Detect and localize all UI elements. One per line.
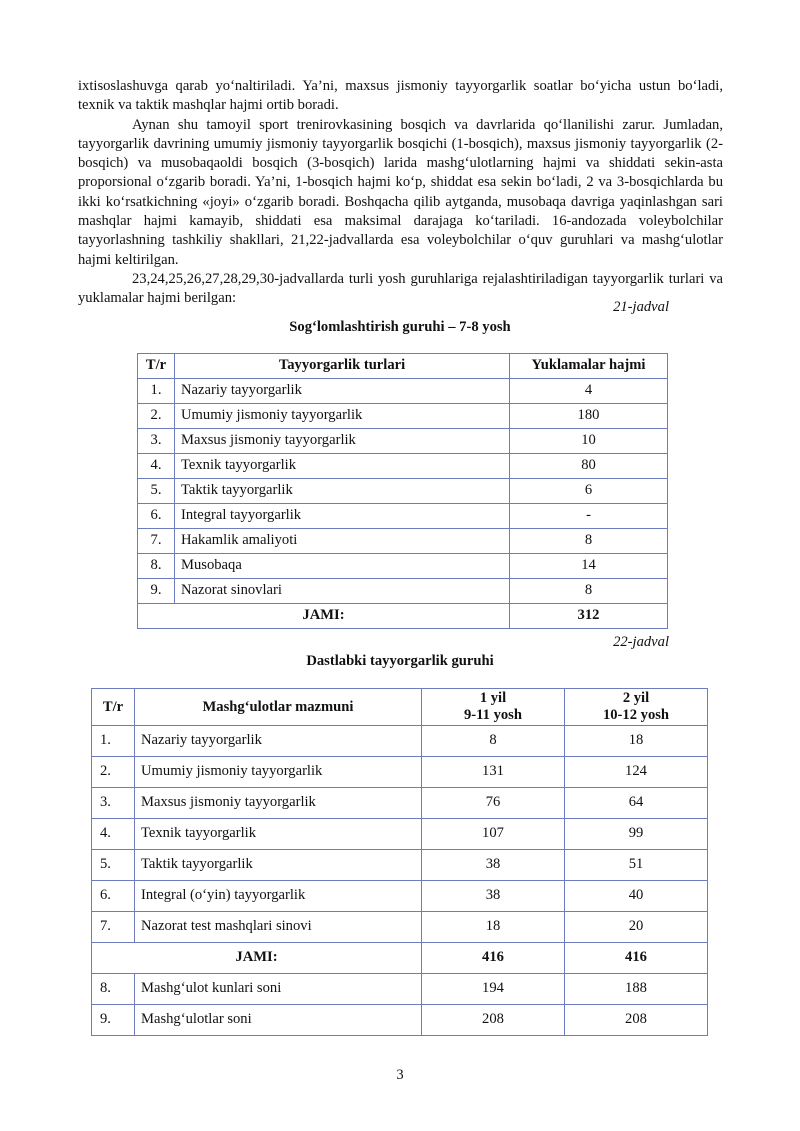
table-21 [137, 353, 668, 629]
row-year-2: 188 [565, 974, 708, 1005]
year-2-label: 2 yil [622, 690, 650, 706]
table-21-id: 21-jadval [613, 299, 669, 315]
row-year-2: 124 [565, 757, 708, 788]
table-row [138, 379, 668, 404]
row-load: 4 [510, 379, 668, 404]
total-label: JAMI: [138, 604, 510, 629]
row-load: 80 [510, 454, 668, 479]
total-label: JAMI: [92, 943, 422, 974]
row-type: Integral tayyorgarlik [175, 504, 510, 529]
total-row [138, 604, 668, 629]
row-type: Nazariy tayyorgarlik [175, 379, 510, 404]
row-year-2: 208 [565, 1005, 708, 1036]
column-header-content: Mashg‘ulotlar mazmuni [135, 689, 422, 726]
total-value: 312 [510, 604, 668, 629]
table-row [92, 974, 708, 1005]
row-type: Nazorat sinovlari [175, 579, 510, 604]
row-number: 2. [138, 404, 175, 429]
table-row [138, 529, 668, 554]
row-number: 9. [92, 1005, 135, 1036]
row-content: Nazariy tayyorgarlik [135, 726, 422, 757]
row-content: Mashg‘ulot kunlari soni [135, 974, 422, 1005]
row-number: 8. [138, 554, 175, 579]
row-content: Taktik tayyorgarlik [135, 850, 422, 881]
paragraph-1: ixtisoslashuvga qarab yo‘naltiriladi. Ya’ni, maxsus jismoniy tayyorgarlik soatlar bo‘yicha ustun bo‘ladi, texnik va taktik mashqlar hajmi ortib boradi. [78, 78, 723, 114]
column-header-year-1 [422, 689, 565, 726]
paragraph-2: Aynan shu tamoyil sport trenirovkasining bosqich va davrlarida qo‘llanilishi zarur. Jumladan, tayyorgarlik davrining umumiy jismoniy tayyorgarlik bosqichi (1-bosqich), maxsus jismoniy tayyorgarlik (2-bosqich) va musobaqaoldi bosqich (3-bosqich) larida mashg‘ulotlarning hajmi va shiddati sekin-asta proporsional o‘zgarib boradi. Ya’ni, 1-bosqich hajmi ko‘p, shiddat esa sekin bo‘ladi, 2 va 3-bosqichlarda bu ikki ko‘rsatkichning «joyi» o‘zgarib boradi. Boshqacha qilib aytganda, musobaqa davriga yaqinlashgan sari mashqlar hajmi kamayib, shiddati esa maksimal darajaga ko‘tariladi. 16-andozada voleybolchilar tayyorlashning tashkiliy shakllari, 21,22-jadvallarda esa voleybolchilar o‘quv guruhlari va mashg‘ulotlar hajmi keltirilgan. [78, 116, 723, 268]
row-number: 4. [92, 819, 135, 850]
table-row [138, 454, 668, 479]
year-1-age: 9-11 yosh [464, 707, 522, 723]
row-number: 1. [92, 726, 135, 757]
table-row [138, 429, 668, 454]
row-content: Integral (o‘yin) tayyorgarlik [135, 881, 422, 912]
table-row [92, 1005, 708, 1036]
row-year-1: 107 [422, 819, 565, 850]
row-year-1: 8 [422, 726, 565, 757]
year-1-label: 1 yil [479, 690, 507, 706]
row-number: 9. [138, 579, 175, 604]
table-row [92, 757, 708, 788]
row-number: 6. [92, 881, 135, 912]
column-header-type: Tayyorgarlik turlari [175, 354, 510, 379]
row-year-1: 194 [422, 974, 565, 1005]
row-number: 5. [92, 850, 135, 881]
row-number: 2. [92, 757, 135, 788]
row-number: 3. [138, 429, 175, 454]
year-2-age: 10-12 yosh [602, 707, 670, 723]
row-content: Nazorat test mashqlari sinovi [135, 912, 422, 943]
total-year-2: 416 [565, 943, 708, 974]
table-row [92, 819, 708, 850]
row-year-1: 38 [422, 850, 565, 881]
row-year-2: 51 [565, 850, 708, 881]
row-number: 4. [138, 454, 175, 479]
row-number: 1. [138, 379, 175, 404]
table-row [138, 554, 668, 579]
row-load: 8 [510, 529, 668, 554]
row-load: 180 [510, 404, 668, 429]
row-load: - [510, 504, 668, 529]
row-content: Maxsus jismoniy tayyorgarlik [135, 788, 422, 819]
row-type: Umumiy jismoniy tayyorgarlik [175, 404, 510, 429]
row-number: 7. [138, 529, 175, 554]
row-number: 7. [92, 912, 135, 943]
row-year-1: 38 [422, 881, 565, 912]
row-load: 14 [510, 554, 668, 579]
total-row [92, 943, 708, 974]
column-header-number: T/r [92, 689, 135, 726]
table-row [92, 726, 708, 757]
table-22-title: Dastlabki tayyorgarlik guruhi [306, 653, 494, 669]
table-22 [91, 688, 708, 1036]
table-row [92, 912, 708, 943]
row-content: Mashg‘ulotlar soni [135, 1005, 422, 1036]
row-type: Taktik tayyorgarlik [175, 479, 510, 504]
table-row [138, 404, 668, 429]
row-load: 6 [510, 479, 668, 504]
row-year-2: 99 [565, 819, 708, 850]
row-number: 3. [92, 788, 135, 819]
row-type: Hakamlik amaliyoti [175, 529, 510, 554]
body-text [78, 77, 723, 309]
column-header-load: Yuklamalar hajmi [510, 354, 668, 379]
paragraph-3: 23,24,25,26,27,28,29,30-jadvallarda turli yosh guruhlariga rejalashtiriladigan tayyorgarlik turlari va yuklamalar hajmi berilgan: [78, 270, 723, 307]
table-22-id: 22-jadval [613, 634, 669, 650]
total-year-1: 416 [422, 943, 565, 974]
table-header-row [92, 689, 708, 726]
row-type: Maxsus jismoniy tayyorgarlik [175, 429, 510, 454]
row-number: 8. [92, 974, 135, 1005]
row-year-2: 18 [565, 726, 708, 757]
table-header-row [138, 354, 668, 379]
row-content: Umumiy jismoniy tayyorgarlik [135, 757, 422, 788]
row-year-1: 18 [422, 912, 565, 943]
row-type: Texnik tayyorgarlik [175, 454, 510, 479]
row-year-2: 20 [565, 912, 708, 943]
row-year-1: 131 [422, 757, 565, 788]
row-number: 6. [138, 504, 175, 529]
table-row [138, 579, 668, 604]
row-load: 8 [510, 579, 668, 604]
table-row [92, 788, 708, 819]
row-content: Texnik tayyorgarlik [135, 819, 422, 850]
row-year-1: 76 [422, 788, 565, 819]
table-row [138, 479, 668, 504]
row-year-2: 64 [565, 788, 708, 819]
row-type: Musobaqa [175, 554, 510, 579]
column-header-number: T/r [138, 354, 175, 379]
column-header-year-2 [565, 689, 708, 726]
table-21-title: Sog‘lomlashtirish guruhi – 7-8 yosh [289, 319, 511, 335]
row-load: 10 [510, 429, 668, 454]
table-row [138, 504, 668, 529]
page-number: 3 [396, 1067, 404, 1083]
table-row [92, 850, 708, 881]
table-row [92, 881, 708, 912]
row-number: 5. [138, 479, 175, 504]
row-year-2: 40 [565, 881, 708, 912]
row-year-1: 208 [422, 1005, 565, 1036]
